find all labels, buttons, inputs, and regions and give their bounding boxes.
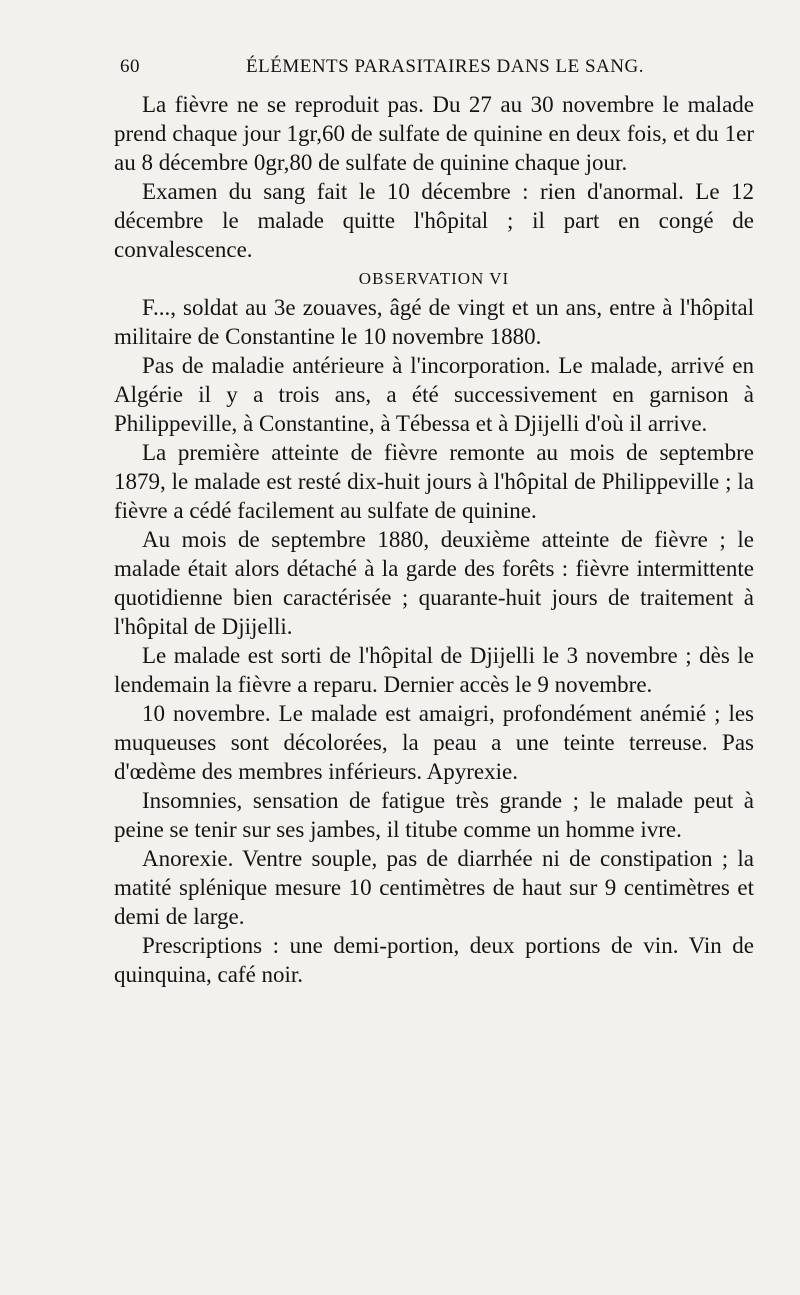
page-number: 60 <box>120 56 140 77</box>
paragraph: Pas de maladie antérieure à l'incorporation. Le malade, arrivé en Algérie il y a trois ans, a été successivement en garnison à Philippeville, à Constantine, à Tébessa et à Djijelli d'où il arrive. <box>114 353 754 436</box>
running-title: ÉLÉMENTS PARASITAIRES DANS LE SANG. <box>246 56 644 77</box>
paragraph: F..., soldat au 3e zouaves, âgé de vingt et un ans, entre à l'hôpital militaire de Constantine le 10 novembre 1880. <box>114 295 754 349</box>
paragraph: Examen du sang fait le 10 décembre : rien d'anormal. Le 12 décembre le malade quitte l'hôpital ; il part en congé de convalescence. <box>114 179 754 262</box>
paragraph: La fièvre ne se reproduit pas. Du 27 au 30 novembre le malade prend chaque jour 1gr,60 de sulfate de quinine en deux fois, et du 1er au 8 décembre 0gr,80 de sulfate de quinine chaque jour. <box>114 92 754 175</box>
page-header <box>114 50 754 90</box>
page-body <box>114 90 754 989</box>
paragraph: La première atteinte de fièvre remonte au mois de septembre 1879, le malade est resté dix-huit jours à l'hôpital de Philippeville ; la fièvre a cédé facilement au sulfate de quinine. <box>114 440 754 523</box>
paragraph: Anorexie. Ventre souple, pas de diarrhée ni de constipation ; la matité splénique mesure 10 centimètres de haut sur 9 centimètres et demi de large. <box>114 846 754 929</box>
observation-heading: OBSERVATION VI <box>358 269 510 288</box>
paragraph: Prescriptions : une demi-portion, deux portions de vin. Vin de quinquina, café noir. <box>114 933 754 987</box>
paragraph: Insomnies, sensation de fatigue très grande ; le malade peut à peine se tenir sur ses jambes, il titube comme un homme ivre. <box>114 788 754 842</box>
paragraph: 10 novembre. Le malade est amaigri, profondément anémié ; les muqueuses sont décolorées, la peau a une teinte terreuse. Pas d'œdème des membres inférieurs. Apyrexie. <box>114 701 754 784</box>
paragraph: Au mois de septembre 1880, deuxième atteinte de fièvre ; le malade était alors détaché à la garde des forêts : fièvre intermittente quotidienne bien caractérisée ; quarante-huit jours de traitement à l'hôpital de Djijelli. <box>114 527 754 639</box>
paragraph: Le malade est sorti de l'hôpital de Djijelli le 3 novembre ; dès le lendemain la fièvre a reparu. Dernier accès le 9 novembre. <box>114 643 754 697</box>
